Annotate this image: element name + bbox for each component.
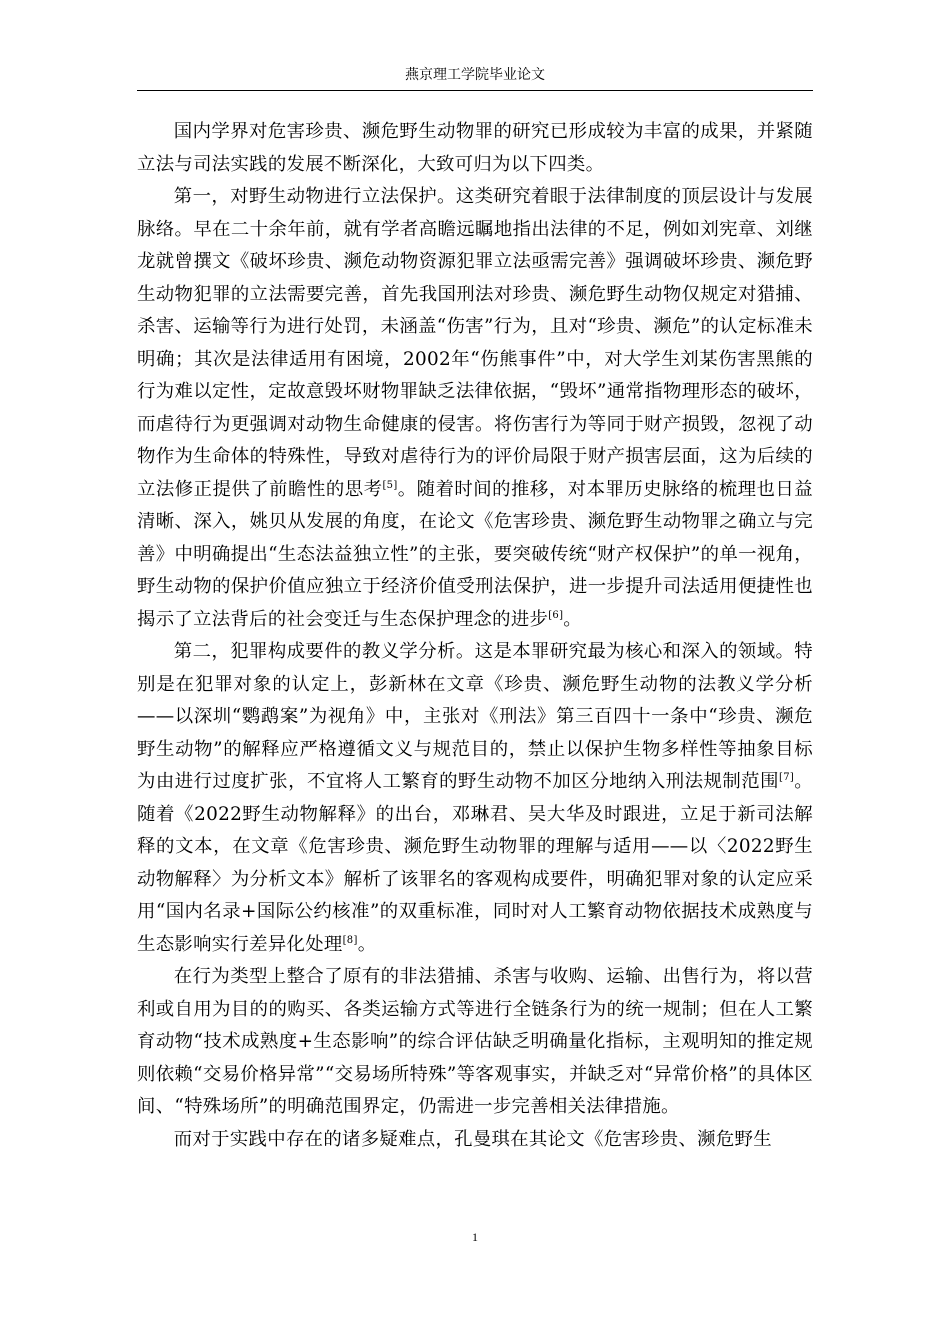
paragraph-text: 第一，对野生动物进行立法保护。这类研究着眼于法律制度的顶层设计与发展脉络。早在二十余年前，就有学者高瞻远瞩地指出法律的不足，例如刘宪章、刘继龙就曾撰文《破坏珍贵、濒危动物资源犯罪立法亟需完善》强调破坏珍贵、濒危野生动物犯罪的立法需要完善，首先我国刑法对珍贵、濒危野生动物仅规定对猎捕、杀害、运输等行为进行处罚，未涵盖“伤害”行为，且对“珍贵、濒危”的认定标准未明确；其次是法律适用有困境，2002年“伤熊事件”中，对大学生刘某伤害黑熊的行为难以定性，定故意毁坏财物罪缺乏法律依据，“毁坏”通常指物理形态的破坏，而虐待行为更强调对动物生命健康的侵害。将伤害行为等同于财产损毁，忽视了动物作为生命体的特殊性，导致对虐待行为的评价局限于财产损害层面，这为后续的立法修正提供了前瞻性的思考 xyxy=(137,186,813,500)
paragraph-text: 在行为类型上整合了原有的非法猎捕、杀害与收购、运输、出售行为，将以营利或自用为目的的购买、各类运输方式等进行全链条行为的统一规制；但在人工繁育动物“技术成熟度+生态影响”的综合评估缺乏明确量化指标，主观明知的推定规则依赖“交易价格异常”“交易场所特殊”等客观事实，并缺乏对“异常价格”的具体区间、“特殊场所”的明确范围界定，仍需进一步完善相关法律措施。 xyxy=(137,966,813,1117)
paragraph-intro xyxy=(137,116,813,181)
paragraph-text: 。 xyxy=(563,608,582,630)
citation-marker: [7] xyxy=(779,771,795,783)
paragraph-text: 。 xyxy=(357,933,377,955)
paragraph-practice xyxy=(137,1124,813,1157)
paragraph-text: 国内学界对危害珍贵、濒危野生动物罪的研究已形成较为丰富的成果，并紧随立法与司法实践的发展不断深化，大致可归为以下四类。 xyxy=(137,121,813,175)
paragraph-text: 。随着时间的推移，对本罪历史脉络的梳理也日益清晰、深入，姚贝从发展的角度，在论文《危害珍贵、濒危野生动物罪之确立与完善》中明确提出“生态法益独立性”的主张，要突破传统“财产权保护”的单一视角，野生动物的保护价值应独立于经济价值受刑法保护，进一步提升司法适用便捷性也揭示了立法背后的社会变迁与生态保护理念的进步 xyxy=(137,478,813,630)
citation-marker: [5] xyxy=(382,479,398,491)
citation-marker: [8] xyxy=(342,934,358,946)
citation-marker: [6] xyxy=(548,609,564,621)
paragraph-behavior-types xyxy=(137,961,813,1124)
header-title: 燕京理工学院毕业论文 xyxy=(405,67,545,83)
document-body xyxy=(137,116,813,1156)
paragraph-legislation xyxy=(137,181,813,636)
page-header xyxy=(137,64,813,91)
paragraph-text: 。随着《2022野生动物解释》的出台，邓琳君、吴大华及时跟进，立足于新司法解释的文本，在文章《危害珍贵、濒危野生动物罪的理解与适用——以〈2022野生动物解释〉为分析文本》解析了该罪名的客观构成要件，明确犯罪对象的认定应采用“国内名录+国际公约核准”的双重标准，同时对人工繁育动物依据技术成熟度与生态影响实行差异化处理 xyxy=(137,771,813,955)
page-number: 1 xyxy=(472,1230,478,1244)
paragraph-text: 第二，犯罪构成要件的教义学分析。这是本罪研究最为核心和深入的领域。特别是在犯罪对象的认定上，彭新林在文章《珍贵、濒危野生动物的法教义学分析——以深圳“鹦鹉案”为视角》中，主张对《刑法》第三百四十一条中“珍贵、濒危野生动物”的解释应严格遵循文义与规范目的，禁止以保护生物多样性等抽象目标为由进行过度扩张，不宜将人工繁育的野生动物不加区分地纳入刑法规制范围 xyxy=(137,641,813,792)
paragraph-doctrinal xyxy=(137,636,813,961)
paragraph-text: 而对于实践中存在的诸多疑难点，孔曼琪在其论文《危害珍贵、濒危野生 xyxy=(173,1128,772,1150)
